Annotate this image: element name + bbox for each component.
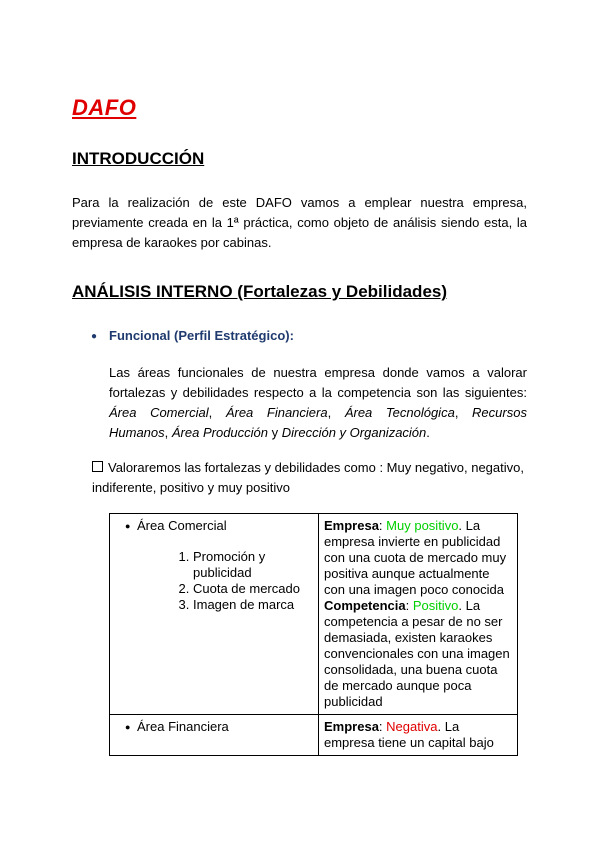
empresa-rating: Muy positivo [386, 518, 459, 533]
area-bullet [115, 518, 313, 534]
area-name: Área Comercial [137, 518, 227, 533]
area-comercial-mention: Área Comercial [109, 405, 209, 420]
bullet-dot-icon: ● [91, 331, 98, 342]
list-item: 3. Imagen de marca [193, 597, 313, 613]
direccion-organizacion-mention: Dirección y Organización [281, 425, 427, 440]
separator: , [454, 405, 459, 420]
bullet-dot-icon [125, 719, 130, 735]
empresa-text: . La empresa tiene un capital bajo [324, 719, 494, 750]
funcional-bullet [91, 328, 294, 343]
empresa-label: Empresa [324, 518, 379, 533]
subitem-list [115, 549, 313, 613]
separator: , [327, 405, 332, 420]
checkbox-icon [92, 461, 103, 472]
introduction-paragraph: Para la realización de este DAFO vamos a emplear nuestra empresa, previamente creada en la 1ª práctica, como objeto de análisis siendo esta, la empresa de karaokes por cabinas. [72, 195, 527, 250]
assessment-cell [319, 514, 518, 715]
area-produccion-mention: Área Producción [171, 425, 269, 440]
valoraremos-item [92, 458, 528, 498]
table-row [110, 514, 518, 715]
empresa-label: Empresa [324, 719, 379, 734]
period: . [426, 425, 430, 440]
competencia-text: . La competencia a pesar de no ser demasiada, existen karaokes convencionales con una imagen consolidada, una buena cuota de mercado aunque poca publicidad [324, 598, 510, 709]
bullet-dot-icon [125, 518, 130, 534]
valoraremos-text: Valoraremos las fortalezas y debilidades como : Muy negativo, negativo, indiferente, positivo y muy positivo [92, 460, 524, 495]
competencia-rating: Positivo [412, 598, 459, 613]
separator: , [208, 405, 213, 420]
area-financiera-mention: Área Financiera [225, 405, 328, 420]
area-name: Área Financiera [137, 719, 229, 734]
list-item: 1. Promoción y publicidad [193, 549, 313, 581]
area-cell [110, 514, 319, 715]
table-row [110, 715, 518, 756]
recursos-humanos-mention: Recursos Humanos [109, 405, 527, 440]
area-bullet [115, 719, 313, 735]
document-title: DAFO [72, 95, 137, 120]
colon: : [378, 518, 383, 533]
colon: : [405, 598, 410, 613]
empresa-text: . La empresa invierte en publicidad con una cuota de mercado muy positiva aunque actualmente con una imagen poco conocida [324, 518, 507, 597]
area-tecnologica-mention: Área Tecnológica [344, 405, 455, 420]
competencia-label: Competencia [324, 598, 406, 613]
colon: : [378, 719, 383, 734]
internal-analysis-heading: ANÁLISIS INTERNO (Fortalezas y Debilidades) [72, 282, 448, 301]
funcional-bullet-label: Funcional (Perfil Estratégico): [109, 328, 294, 343]
funcional-lead: Las áreas funcionales de nuestra empresa donde vamos a valorar fortalezas y debilidades respecto a la competencia son las siguientes: [109, 365, 527, 400]
funcional-paragraph [109, 363, 527, 443]
conjunction: y [271, 425, 279, 440]
analysis-table [109, 513, 518, 756]
empresa-rating: Negativa [386, 719, 438, 734]
list-item: 2. Cuota de mercado [193, 581, 313, 597]
assessment-cell [319, 715, 518, 756]
area-cell [110, 715, 319, 756]
separator: , [164, 425, 169, 440]
introduction-heading: INTRODUCCIÓN [72, 149, 205, 168]
